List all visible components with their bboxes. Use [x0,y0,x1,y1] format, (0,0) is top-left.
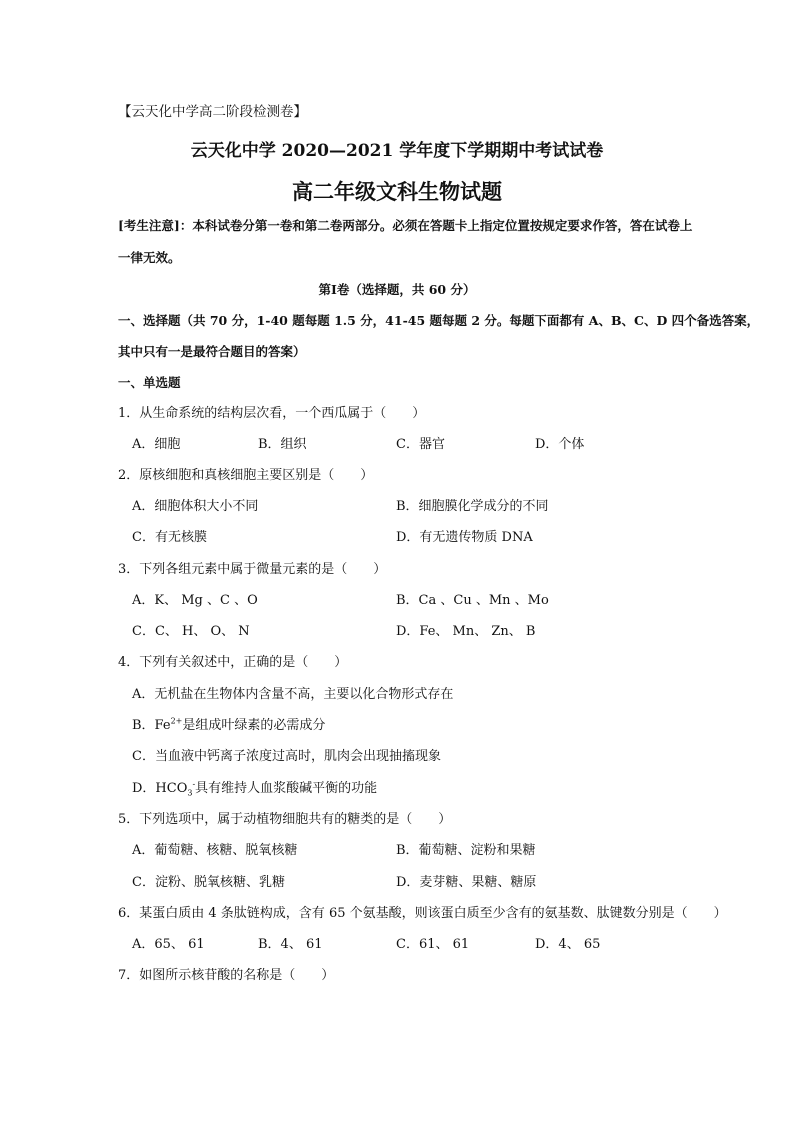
part1-title: 第Ⅰ卷（选择题，共 60 分） [318,282,476,297]
q4-option-b-prefix: B．Fe [132,718,171,733]
question-3-stem: 3．下列各组元素中属于微量元素的是（ ） [118,562,387,577]
question-4-stem: 4．下列有关叙述中，正确的是（ ） [118,655,348,670]
q3-option-b: B．Ca 、Cu 、Mn 、Mo [396,593,549,608]
q4-option-d-subscript: 3 [187,788,193,798]
q1-option-d: D．个体 [535,437,585,452]
question-2-stem: 2．原核细胞和真核细胞主要区别是（ ） [118,468,374,483]
q2-option-b: B．细胞膜化学成分的不同 [396,499,549,514]
q4-option-a: A．无机盐在生物体内含量不高，主要以化合物形式存在 [132,687,454,702]
q4-option-c: C．当血液中钙离子浓度过高时，肌肉会出现抽搐现象 [132,749,441,764]
q4-option-d-prefix: D．HCO [132,781,188,796]
q2-option-a: A．细胞体积大小不同 [132,499,259,514]
q5-option-b: B．葡萄糖、淀粉和果糖 [396,843,536,858]
q1-option-b: B．组织 [258,437,307,452]
q6-option-d: D．4、 65 [535,937,601,952]
question-7-stem: 7．如图所示核苷酸的名称是（ ） [118,968,335,983]
q5-option-d: D．麦芽糖、果糖、糖原 [396,875,537,890]
q1-option-c: C．器官 [396,437,445,452]
q4-option-b-charge: 2+ [170,716,183,726]
q4-option-d-rest: 具有维持人血浆酸碱平衡的功能 [195,781,378,796]
notice-line-2: 一律无效。 [118,250,181,265]
q3-option-c: C．C、 H、 O、 N [132,624,250,639]
subject-title: 高二年级文科生物试题 [292,179,502,204]
q6-option-a: A．65、 61 [132,937,205,952]
q4-option-b-rest: 是组成叶绿素的必需成分 [182,718,326,733]
q2-option-c: C．有无核膜 [132,530,207,545]
exam-title: 云天化中学 2020—2021 学年度下学期期中考试试卷 [190,141,604,161]
single-choice-label: 一、单选题 [118,375,181,390]
q6-option-b: B．4、 61 [258,937,323,952]
instructions-line-2: 其中只有一是最符合题目的答案） [118,344,306,359]
q4-option-d [132,780,377,798]
q6-option-c: C．61、 61 [396,937,470,952]
question-5-stem: 5．下列选项中，属于动植物细胞共有的糖类的是（ ） [118,812,452,827]
q4-option-d-charge: - [192,779,196,789]
q3-option-d: D．Fe、 Mn、 Zn、 B [396,624,536,639]
q2-option-d: D．有无遗传物质 DNA [396,530,533,545]
q3-option-a: A．K、 Mg 、C 、O [132,593,258,608]
header-tag: 【云天化中学高二阶段检测卷】 [118,104,307,120]
q1-option-a: A．细胞 [132,437,181,452]
q4-option-b [132,717,325,735]
question-1-stem: 1．从生命系统的结构层次看，一个西瓜属于（ ） [118,406,426,421]
q5-option-c: C．淀粉、脱氧核糖、乳糖 [132,875,285,890]
instructions-line-1: 一、选择题（共 70 分，1-40 题每题 1.5 分，41-45 题每题 2 分。每题下面都有 A、B、C、D 四个备选答案， [118,313,760,328]
question-6-stem: 6．某蛋白质由 4 条肽链构成，含有 65 个氨基酸，则该蛋白质至少含有的氨基数、肽键数分别是（ ） [118,906,727,921]
notice-line-1: [考生注意]：本科试卷分第一卷和第二卷两部分。必须在答题卡上指定位置按规定要求作答，答在试卷上 [118,218,693,233]
q5-option-a: A．葡萄糖、核糖、脱氧核糖 [132,843,298,858]
